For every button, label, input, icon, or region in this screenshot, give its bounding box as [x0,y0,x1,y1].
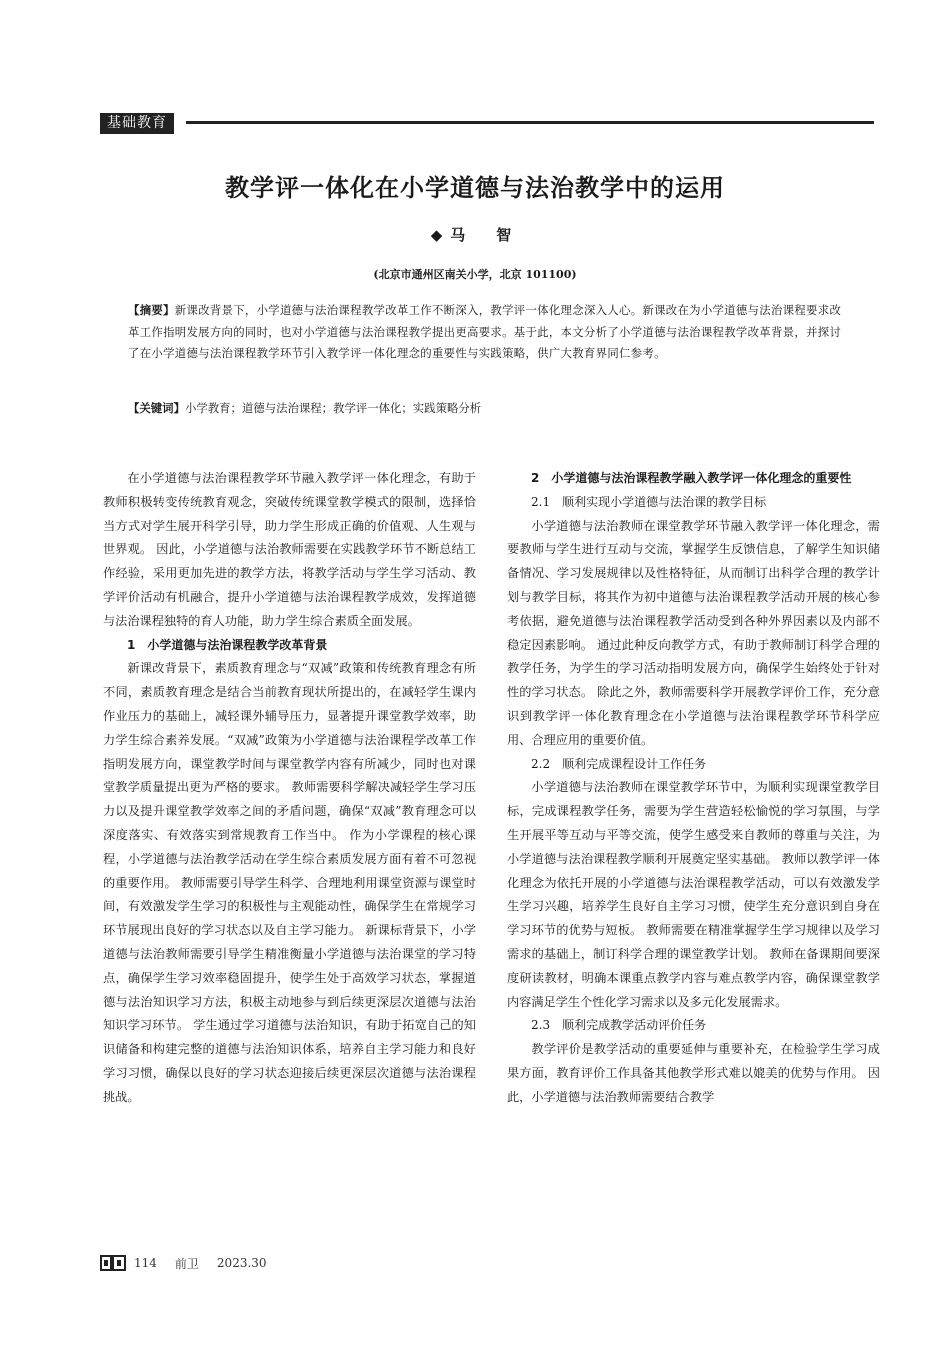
keywords [128,398,852,420]
page-footer [100,1253,285,1273]
subsection-2-3-paragraph: 教学评价是教学活动的重要延伸与重要补充，在检验学生学习成果方面，教育评价工作具备其他教学形式难以媲美的优势与作用。 因此，小学道德与法治教师需要结合教学 [507,1042,880,1104]
abstract [128,300,852,365]
section-heading-1: 1 小学道德与法治课程教学改革背景 [127,637,328,652]
header-rule [186,121,874,124]
issue-number: 2023.30 [216,1256,267,1270]
subsection-heading-2-1: 2.1 顺利实现小学道德与法治课的教学目标 [531,494,767,509]
subsection-heading-2-2: 2.2 顺利完成课程设计工作任务 [531,756,707,771]
page-number: 114 [134,1256,157,1270]
author-name: ◆马 智 [430,226,520,244]
article-title: 教学评一体化在小学道德与法治教学中的运用 [225,173,725,202]
subsection-2-1-paragraph: 小学道德与法治教师在课堂教学环节融入教学评一体化理念，需要教师与学生进行互动与交流，掌握学生反馈信息，了解学生知识储备情况、学习发展规律以及性格特征，从而制订出科学合理的教学计划与教学目标，将其作为初中道德与法治课程教学活动开展的核心参考依据，避免道德与法治课程教学活动受到各种外界因素以及内部不稳定因素影响。 通过此种反向教学方式，有助于教师制订科学合理的教学任务，为学生的学习活动指明发展方向，确保学生始终处于针对性的学习状态。 除此之外，教师需要科学开展教学评价工作，充分意识到教学评一体化教育理念在小学道德与法治课程教学环节科学应用、合理应用的重要价值。 [507,518,880,747]
journal-logo-icon [100,1255,126,1271]
keywords-text: 小学教育；道德与法治课程；教学评一体化；实践策略分析 [184,401,482,415]
subsection-heading-2-3: 2.3 顺利完成教学活动评价任务 [531,1018,707,1033]
right-column [507,467,880,1110]
intro-paragraph: 在小学道德与法治课程教学环节融入教学评一体化理念，有助于教师积极转变传统教育观念，突破传统课堂教学模式的限制，选择恰当方式对学生展开科学引导，助力学生形成正确的价值观、人生观与世界观。 因此，小学道德与法治教师需要在实践教学环节不断总结工作经验，采用更加先进的教学方法，将教学活动与学生学习活动、教学评价活动有机融合，提升小学道德与法治课程教学成效，发挥道德与法治课程独特的育人功能，助力学生综合素质全面发展。 [103,471,476,628]
keywords-label: 【关键词】 [128,401,185,415]
journal-name: 前卫 [174,1256,199,1271]
abstract-label: 【摘要】 [128,303,175,317]
section-1-paragraph: 新课改背景下，素质教育理念与“双减”政策和传统教育理念有所不同，素质教育理念是结合当前教育现状所提出的，在减轻学生课内作业压力的基础上，减轻课外辅导压力，显著提升课堂教学效率，助力学生综合素养发展。“双减”政策为小学道德与法治课程学改革工作指明发展方向，课堂教学时间与课堂教学内容有所减少，同时也对课堂教学质量提出更为严格的要求。 教师需要科学解决减轻学生学习压力以及提升课堂教学效率之间的矛盾问题，确保“双减”教育理念可以深度落实、有效落实到常规教育工作当中。 作为小学课程的核心课程，小学道德与法治教学活动在学生综合素质发展方面有着不可忽视的重要作用。 教师需要引导学生科学、合理地利用课堂资源与课堂时间，有效激发学生学习的积极性与主观能动性，确保学生在常规学习环节展现出良好的学习状态以及自主学习能力。 新课标背景下，小学道德与法治教师需要引导学生精准衡量小学道德与法治课堂的学习特点，确保学生学习效率稳固提升，使学生处于高效学习状态，掌握道德与法治知识学习方法，积极主动地参与到后续更深层次道德与法治知识学习环节。 学生通过学习道德与法治知识，有助于拓宽自己的知识储备和构建完整的道德与法治知识体系，培养自主学习能力和良好学习习惯，确保以良好的学习状态迎接后续更深层次道德与法治课程挑战。 [103,661,476,1104]
author-affiliation: (北京市通州区南关小学，北京 101100) [373,268,577,281]
abstract-text: 新课改背景下，小学道德与法治课程教学改革工作不断深入，教学评一体化理念深入人心。新课改在为小学道德与法治课程要求改革工作指明发展方向的同时，也对小学道德与法治课程教学提出更高要求。基于此，本文分析了小学道德与法治课程教学改革背景，并探讨了在小学道德与法治课程教学环节引入教学评一体化理念的重要性与实践策略，供广大教育界同仁参考。 [128,303,842,360]
subsection-2-2-paragraph: 小学道德与法治教师在课堂教学环节中，为顺利实现课堂教学目标，完成课程教学任务，需要为学生营造轻松愉悦的学习氛围，与学生开展平等互动与平等交流，使学生感受来自教师的尊重与关注，为小学道德与法治课程教学顺利开展奠定坚实基础。 教师以教学评一体化理念为依托开展的小学道德与法治课程教学活动，可以有效激发学生学习兴趣，培养学生良好自主学习习惯，使学生充分意识到自身在学习环节的优势与短板。 教师需要在精准掌握学生学习规律以及学习需求的基础上，制订科学合理的课堂教学计划。 教师在备课期间要深度研读教材，明确本课重点教学内容与难点教学内容，确保课堂教学内容满足学生个性化学习需求以及多元化发展需求。 [507,780,880,1009]
left-column [103,467,476,1110]
section-tag: 基础教育 [100,113,174,134]
section-heading-2: 2 小学道德与法治课程教学融入教学评一体化理念的重要性 [531,471,852,485]
